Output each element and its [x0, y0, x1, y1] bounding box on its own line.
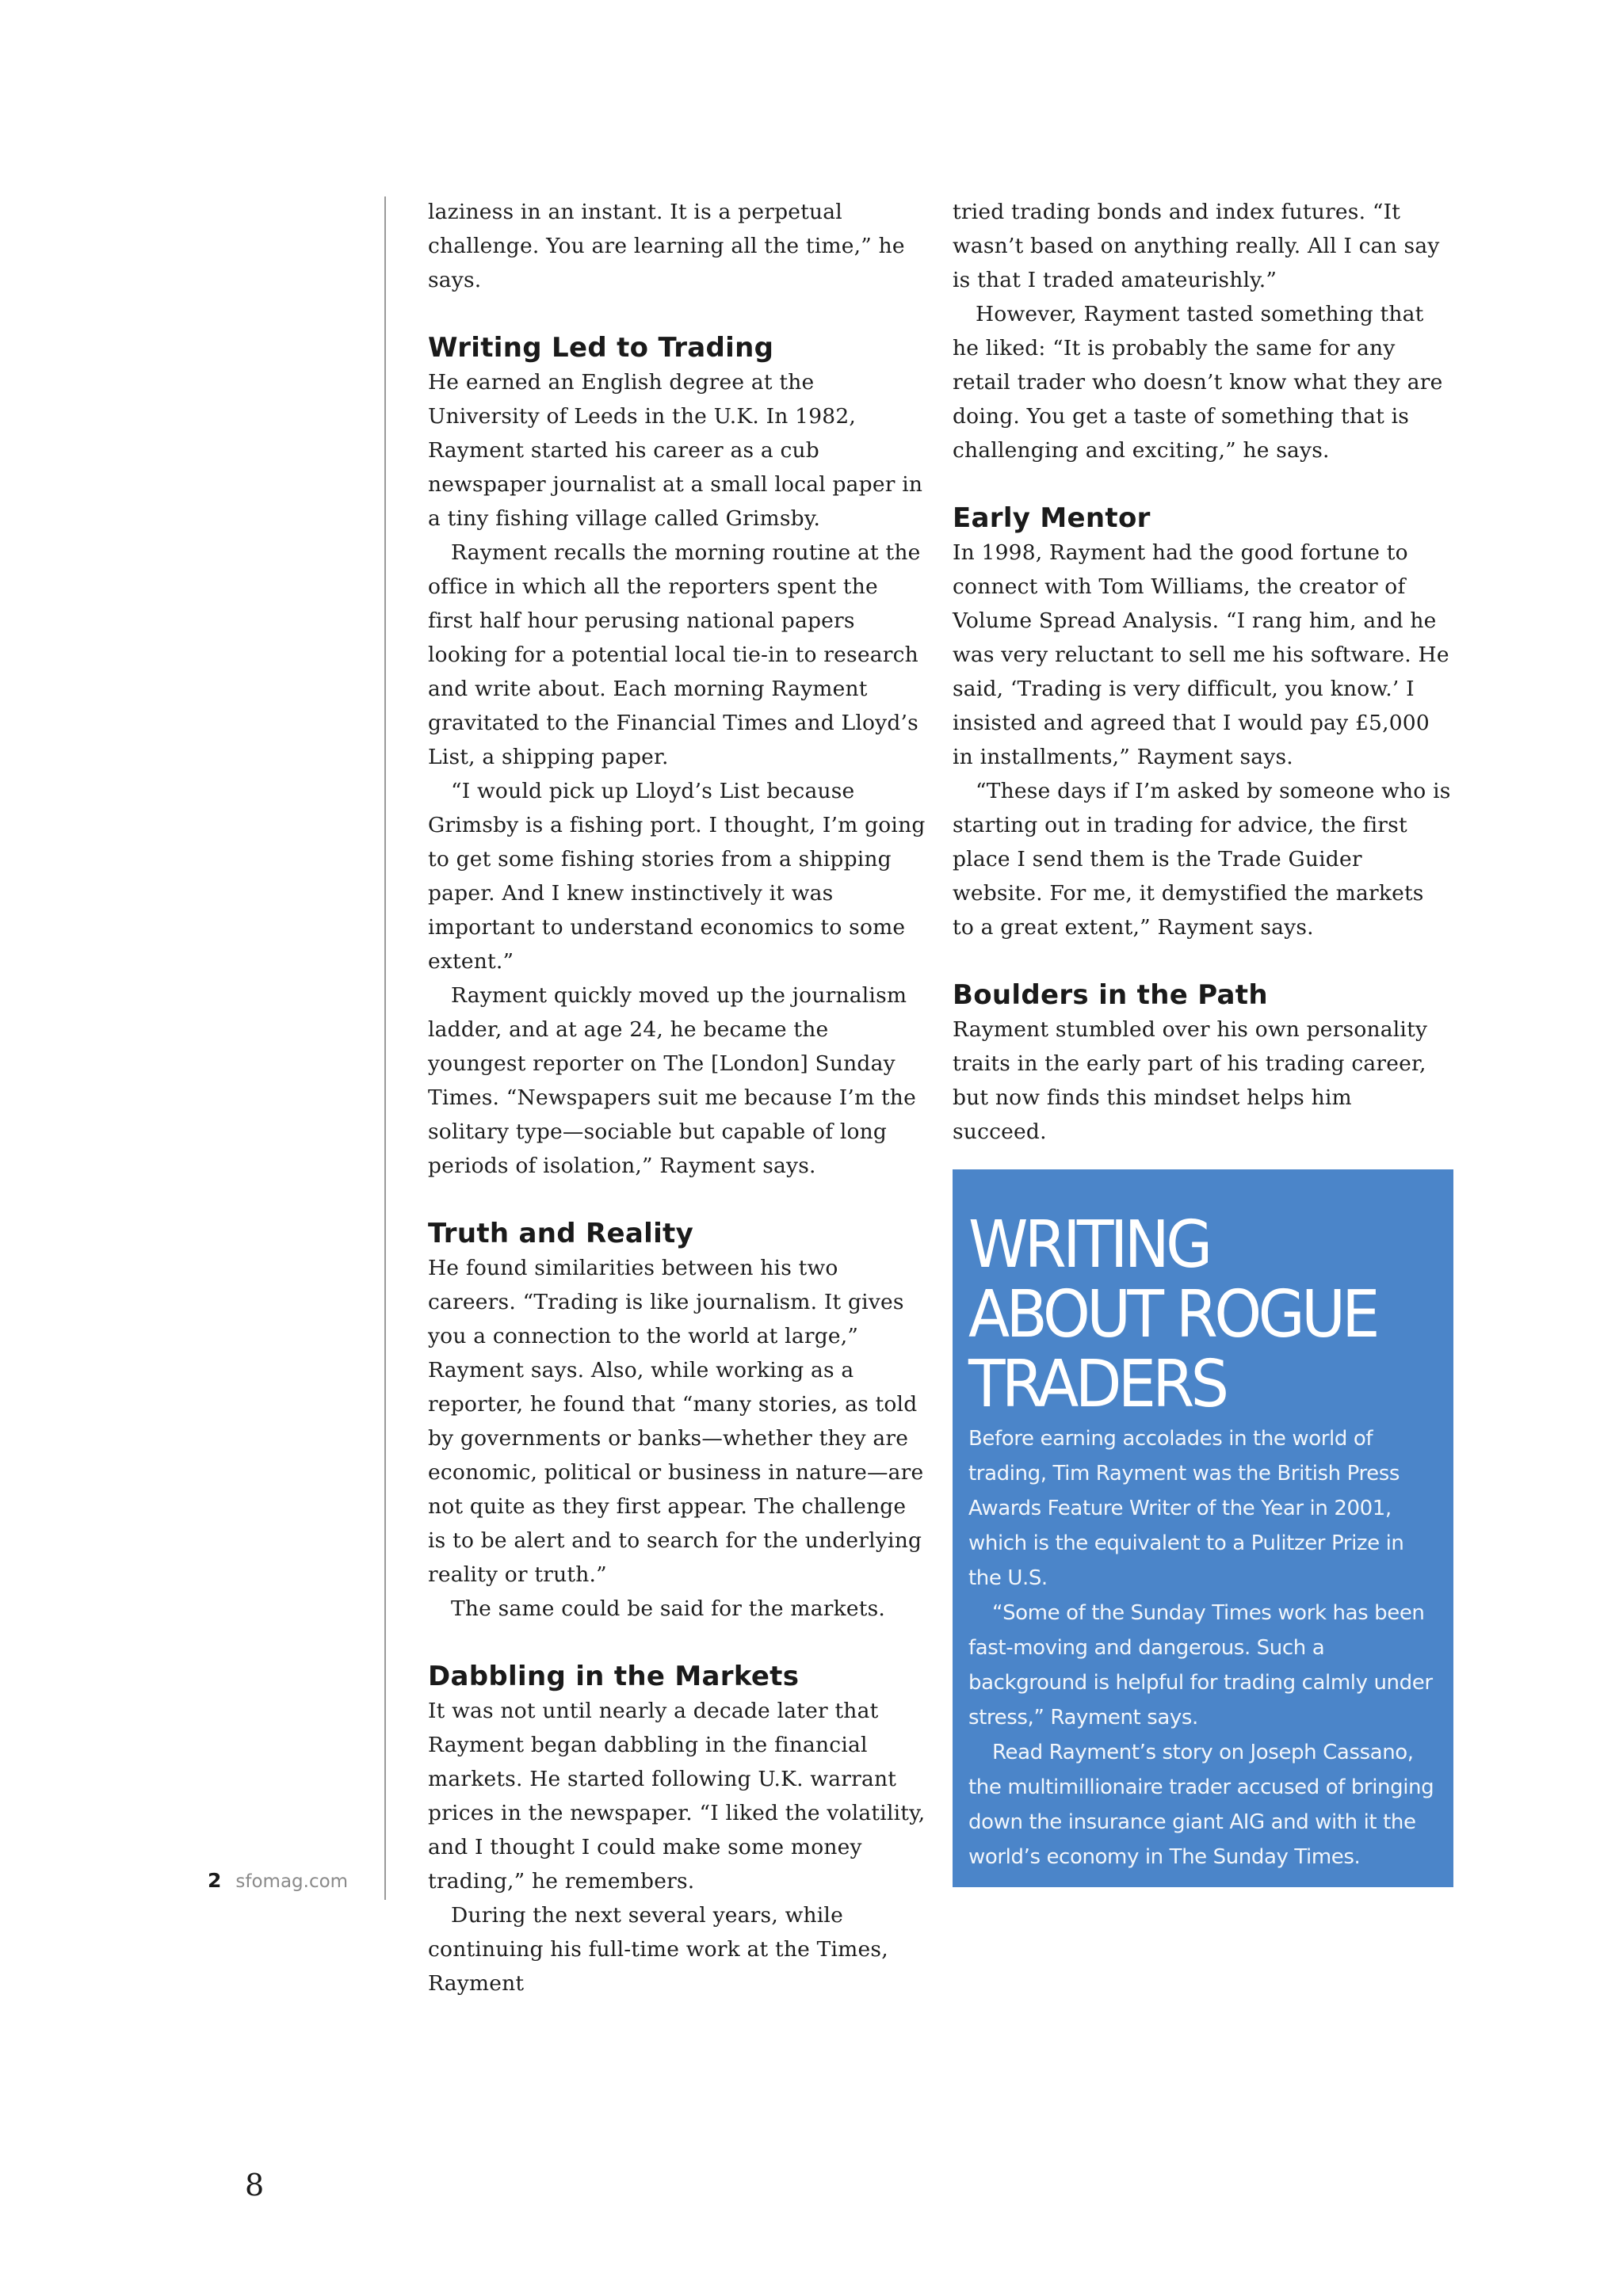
section-heading-early-mentor: Early Mentor: [953, 502, 1151, 534]
sidebar-paragraph: Before earning accolades in the world of trading, Tim Rayment was the British Press Awards Feature Writer of the Year in 2001, which is the equivalent to a Pulitzer Prize in the U.S.: [968, 1427, 1404, 1590]
article-column-left: [428, 195, 927, 2000]
section-heading-boulders-in-the-path: Boulders in the Path: [953, 979, 1268, 1011]
column-divider-rule: [384, 196, 386, 1900]
sidebar-title-line: WRITING: [968, 1207, 1209, 1283]
article-column-right: [953, 195, 1452, 1149]
section-heading-writing-led-to-trading: Writing Led to Trading: [428, 332, 774, 364]
paragraph: “These days if I’m asked by someone who is starting out in trading for advice, the first place I send them is the Trade Guider website. For me, it demystified the markets to a great extent,” Rayment says.: [953, 779, 1451, 940]
paragraph: laziness in an instant. It is a perpetual challenge. You are learning all the time,” he says.: [428, 200, 905, 292]
section-heading-dabbling-in-the-markets: Dabbling in the Markets: [428, 1661, 800, 1692]
sidebar-paragraph: Read Rayment’s story on Joseph Cassano, the multimillionaire trader accused of bringing down the insurance giant AIG and with it the world’s economy in The Sunday Times.: [968, 1741, 1434, 1869]
paragraph: tried trading bonds and index futures. “It wasn’t based on anything really. All I can say is that I traded amateurishly.”: [953, 200, 1440, 292]
paragraph: However, Rayment tasted something that he liked: “It is probably the same for any retail trader who doesn’t know what they are doing. You get a taste of something that is challenging and exciting,” he says.: [953, 302, 1443, 463]
folio: [208, 1865, 348, 1897]
paragraph: It was not until nearly a decade later that Rayment began dabbling in the financial markets. He started following U.K. warrant prices in the newspaper. “I liked the volatility, and I thought I could make some money trading,” he remembers.: [428, 1699, 926, 1894]
section-heading-truth-and-reality: Truth and Reality: [428, 1218, 694, 1249]
paragraph: “I would pick up Lloyd’s List because Grimsby is a fishing port. I thought, I’m going to get some fishing stories from a shipping paper. And I knew instinctively it was important to understand economics to some extent.”: [428, 779, 926, 974]
sidebar-body: [968, 1421, 1439, 1875]
paragraph: He earned an English degree at the University of Leeds in the U.K. In 1982, Rayment started his career as a cub newspaper journalist at a small local paper in a tiny fishing village called Grimsby.: [428, 370, 923, 531]
sidebar-title-line: ABOUT ROGUE: [968, 1277, 1377, 1352]
paragraph: Rayment recalls the morning routine at the office in which all the reporters spent the first half hour perusing national papers looking for a potential local tie-in to research and write about. Each morning Rayment gravitated to the Financial Times and Lloyd’s List, a shipping paper.: [428, 540, 921, 769]
sidebar-paragraph: “Some of the Sunday Times work has been fast-moving and dangerous. Such a background is helpful for trading calmly under stress,” Rayment says.: [968, 1601, 1433, 1730]
paragraph: He found similarities between his two careers. “Trading is like journalism. It gives you a connection to the world at large,” Rayment says. Also, while working as a reporter, he found that “many stories, as told by governments or banks—whether they are economic, political or business in nature—are not quite as they first appear. The challenge is to be alert and to search for the underlying reality or truth.”: [428, 1256, 924, 1587]
sidebar-title-line: TRADERS: [968, 1347, 1226, 1422]
page-number: 8: [245, 2168, 265, 2203]
sidebar-box: [953, 1169, 1453, 1887]
folio-number: 2: [208, 1869, 222, 1892]
paragraph: Rayment quickly moved up the journalism ladder, and at age 24, he became the youngest reporter on The [London] Sunday Times. “Newspapers suit me because I’m the solitary type—sociable but capable of long periods of isolation,” Rayment says.: [428, 983, 916, 1178]
paragraph: The same could be said for the markets.: [451, 1596, 886, 1621]
paragraph: Rayment stumbled over his own personality traits in the early part of his trading career, but now finds this mindset helps him succeed.: [953, 1017, 1428, 1144]
sidebar-title: [968, 1207, 1406, 1422]
paragraph: During the next several years, while continuing his full-time work at the Times, Rayment: [428, 1903, 888, 1996]
paragraph: In 1998, Rayment had the good fortune to connect with Tom Williams, the creator of Volume Spread Analysis. “I rang him, and he was very reluctant to sell me his software. He said, ‘Trading is very difficult, you know.’ I insisted and agreed that I would pay £5,000 in installments,” Rayment says.: [953, 540, 1449, 769]
folio-site: sfomag.com: [235, 1871, 349, 1892]
